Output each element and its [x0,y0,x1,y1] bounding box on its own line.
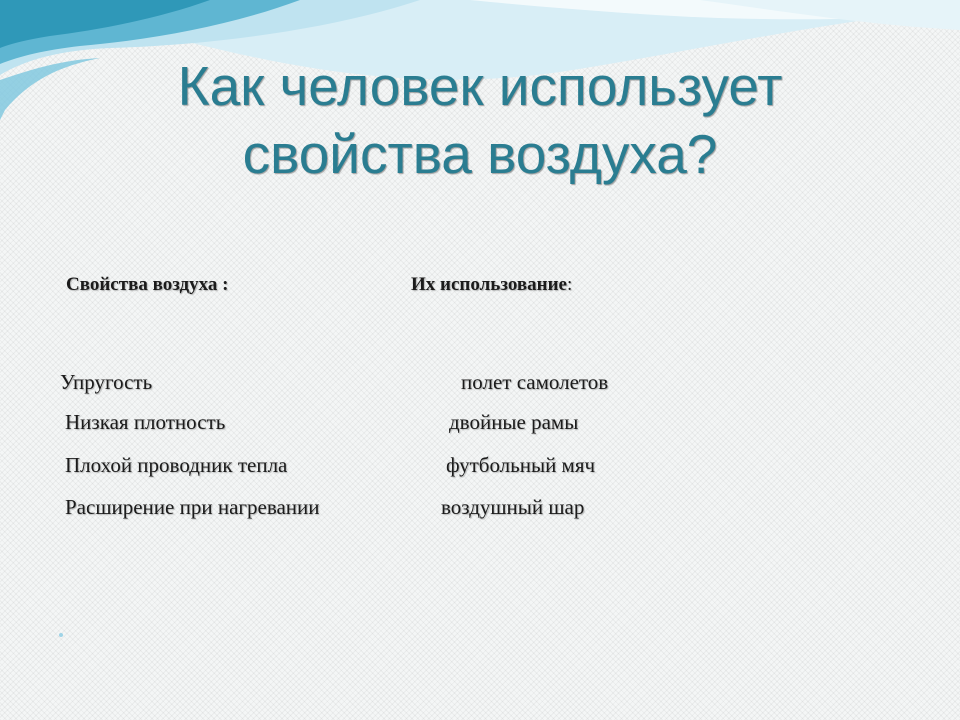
title-line-1: Как человек использует [177,55,783,117]
property-cell: Плохой проводник тепла [65,453,288,477]
usage-cell: полет самолетов [461,370,609,394]
properties-header: Свойства воздуха : [66,274,229,295]
title-line-2: свойства воздуха? [242,123,718,185]
usage-header-colon: : [566,274,573,295]
usage-cell: воздушный шар [441,495,585,519]
property-cell: Упругость [60,370,153,394]
property-cell: Расширение при нагревании [65,495,320,519]
usage-cell: двойные рамы [449,410,579,434]
usage-cell: футбольный мяч [446,453,596,477]
page-title [0,52,960,188]
bullet-dot [59,633,63,637]
usage-header [411,272,572,298]
property-cell: Низкая плотность [65,410,226,434]
usage-header-label: Их использование [411,274,567,295]
